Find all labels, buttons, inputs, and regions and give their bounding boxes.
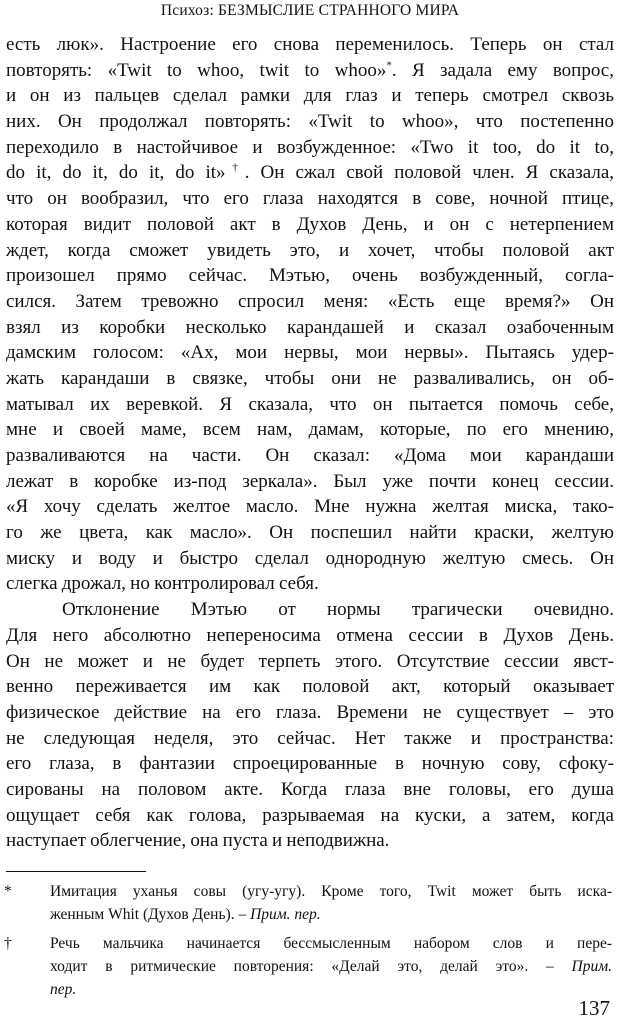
- text-line: них. Он продолжал повторять: «Twit to whoo», что постепенно: [6, 111, 614, 133]
- text-line: венно переживается им как половой акт, который оказывает: [6, 676, 614, 698]
- text-line: физическое действие на его глаза. Времени не существует – это: [6, 701, 614, 723]
- text-line: взял из коробки несколько карандашей и сказал озабоченным: [6, 316, 614, 338]
- footnote-separator: [6, 871, 146, 872]
- text-line: го же цвета, как масло». Он поспешил найти краски, желтую: [6, 522, 614, 544]
- text-line: Для него абсолютно непереносима отмена сессии в Духов День.: [6, 624, 614, 646]
- line-segment: . Я задала ему вопрос,: [391, 59, 614, 81]
- footnote-text: [50, 880, 612, 926]
- text-line: разваливаются на части. Он сказал: «Дома мои карандаши: [6, 445, 614, 466]
- footnote-ref-dagger: †: [225, 162, 245, 175]
- text-line: сился. Затем тревожно спросил меня: «Есть еще время?» Он: [6, 290, 614, 312]
- footnote-line: [50, 955, 612, 978]
- text-line: жать карандаши в связке, чтобы они не разваливались, он об-: [6, 367, 614, 389]
- footnote-mark: *: [4, 883, 12, 900]
- running-header: Психоз: БЕЗМЫСЛИЕ СТРАННОГО МИРА: [160, 2, 460, 19]
- text-line: матывал их веревкой. Я сказала, что он пытается помочь себе,: [6, 393, 614, 415]
- line-segment: повторять: «Twit to whoo, twit to whoo»: [6, 59, 387, 81]
- paragraph-end-line: слегка дрожал, но контролировал себя.: [6, 573, 319, 595]
- body-text: [6, 32, 614, 854]
- text-line: мне и своей маме, всем нам, дамам, которые, по его мнению,: [6, 419, 614, 441]
- text-line: сированы на половом акте. Когда глаза вне головы, его душа: [6, 778, 614, 800]
- text-line: Он не может и не будет терпеть этого. Отсутствие сессии явст-: [6, 650, 614, 672]
- text-line: не следующая неделя, это сейчас. Нет также и пространства:: [6, 727, 614, 749]
- text-line: произошел прямо сейчас. Мэтью, очень возбужденный, согла-: [6, 265, 614, 287]
- translator-note-label: Прим.: [571, 958, 612, 975]
- text-line: есть люк». Настроение его снова переменилось. Теперь он стал: [6, 34, 614, 55]
- text-line: миску и воду и быстро сделал однородную желтую смесь. Он: [6, 547, 614, 569]
- paragraph-start-line: Отклонение Мэтью от нормы трагически очевидно.: [62, 599, 614, 621]
- text-line: и он из пальцев сделал рамки для глаз и теперь смотрел сквозь: [6, 85, 614, 107]
- footnote-line: [50, 903, 612, 926]
- line-segment: ходит в ритмические повторения: «Делай это, делай это». –: [50, 958, 554, 975]
- text-line: дамским голосом: «Ах, мои нервы, мои нервы». Пытаясь удер-: [6, 342, 614, 364]
- line-segment: do it, do it, do it, do it»: [6, 162, 226, 184]
- text-line: что он вообразил, что его глаза находятся в сове, ночной птице,: [6, 188, 614, 210]
- footnote-line: Речь мальчика начинается бессмысленным набором слов и пере-: [50, 935, 612, 952]
- footnotes: [0, 880, 620, 1007]
- line-segment: . Он сжал свой половой член. Я сказала,: [244, 162, 614, 184]
- text-line: его глаза, в фантазии спроецированные в ночную сову, сфоку-: [6, 753, 614, 775]
- footnote-text: [50, 932, 612, 1001]
- text-line: лежат в коробке из-под зеркала». Был уже почти конец сессии.: [6, 470, 614, 492]
- line-segment: женным Whit (Духов День). –: [50, 906, 247, 923]
- text-line: [6, 160, 614, 186]
- footnote-dagger: [0, 932, 620, 1001]
- text-line: ощущает себя как голова, разрываемая на куски, а затем, когда: [6, 804, 614, 826]
- footnote-ref-star: *: [386, 59, 392, 72]
- translator-note-label: Прим. пер.: [250, 906, 321, 923]
- footnote-line: Имитация уханья совы (угу-угу). Кроме того, Twit может быть иска-: [50, 883, 612, 900]
- paragraph-end-line: наступает облегчение, она пуста и неподвижна.: [6, 830, 390, 852]
- text-line: [6, 58, 614, 84]
- text-line: «Я хочу сделать желтое масло. Мне нужна желтая миска, тако-: [6, 496, 614, 518]
- text-line: которая видит половой акт в Духов День, и он с нетерпением: [6, 213, 614, 235]
- footnote-star: [0, 880, 620, 926]
- text-line: ждет, когда сможет увидеть это, и хочет, чтобы половой акт: [6, 239, 614, 261]
- page-number: 137: [578, 996, 610, 1020]
- footnote-mark: †: [4, 935, 12, 952]
- footnote-line: пер.: [50, 981, 77, 998]
- text-line: переходило в настойчивое и возбужденное: «Two it too, do it to,: [6, 136, 614, 158]
